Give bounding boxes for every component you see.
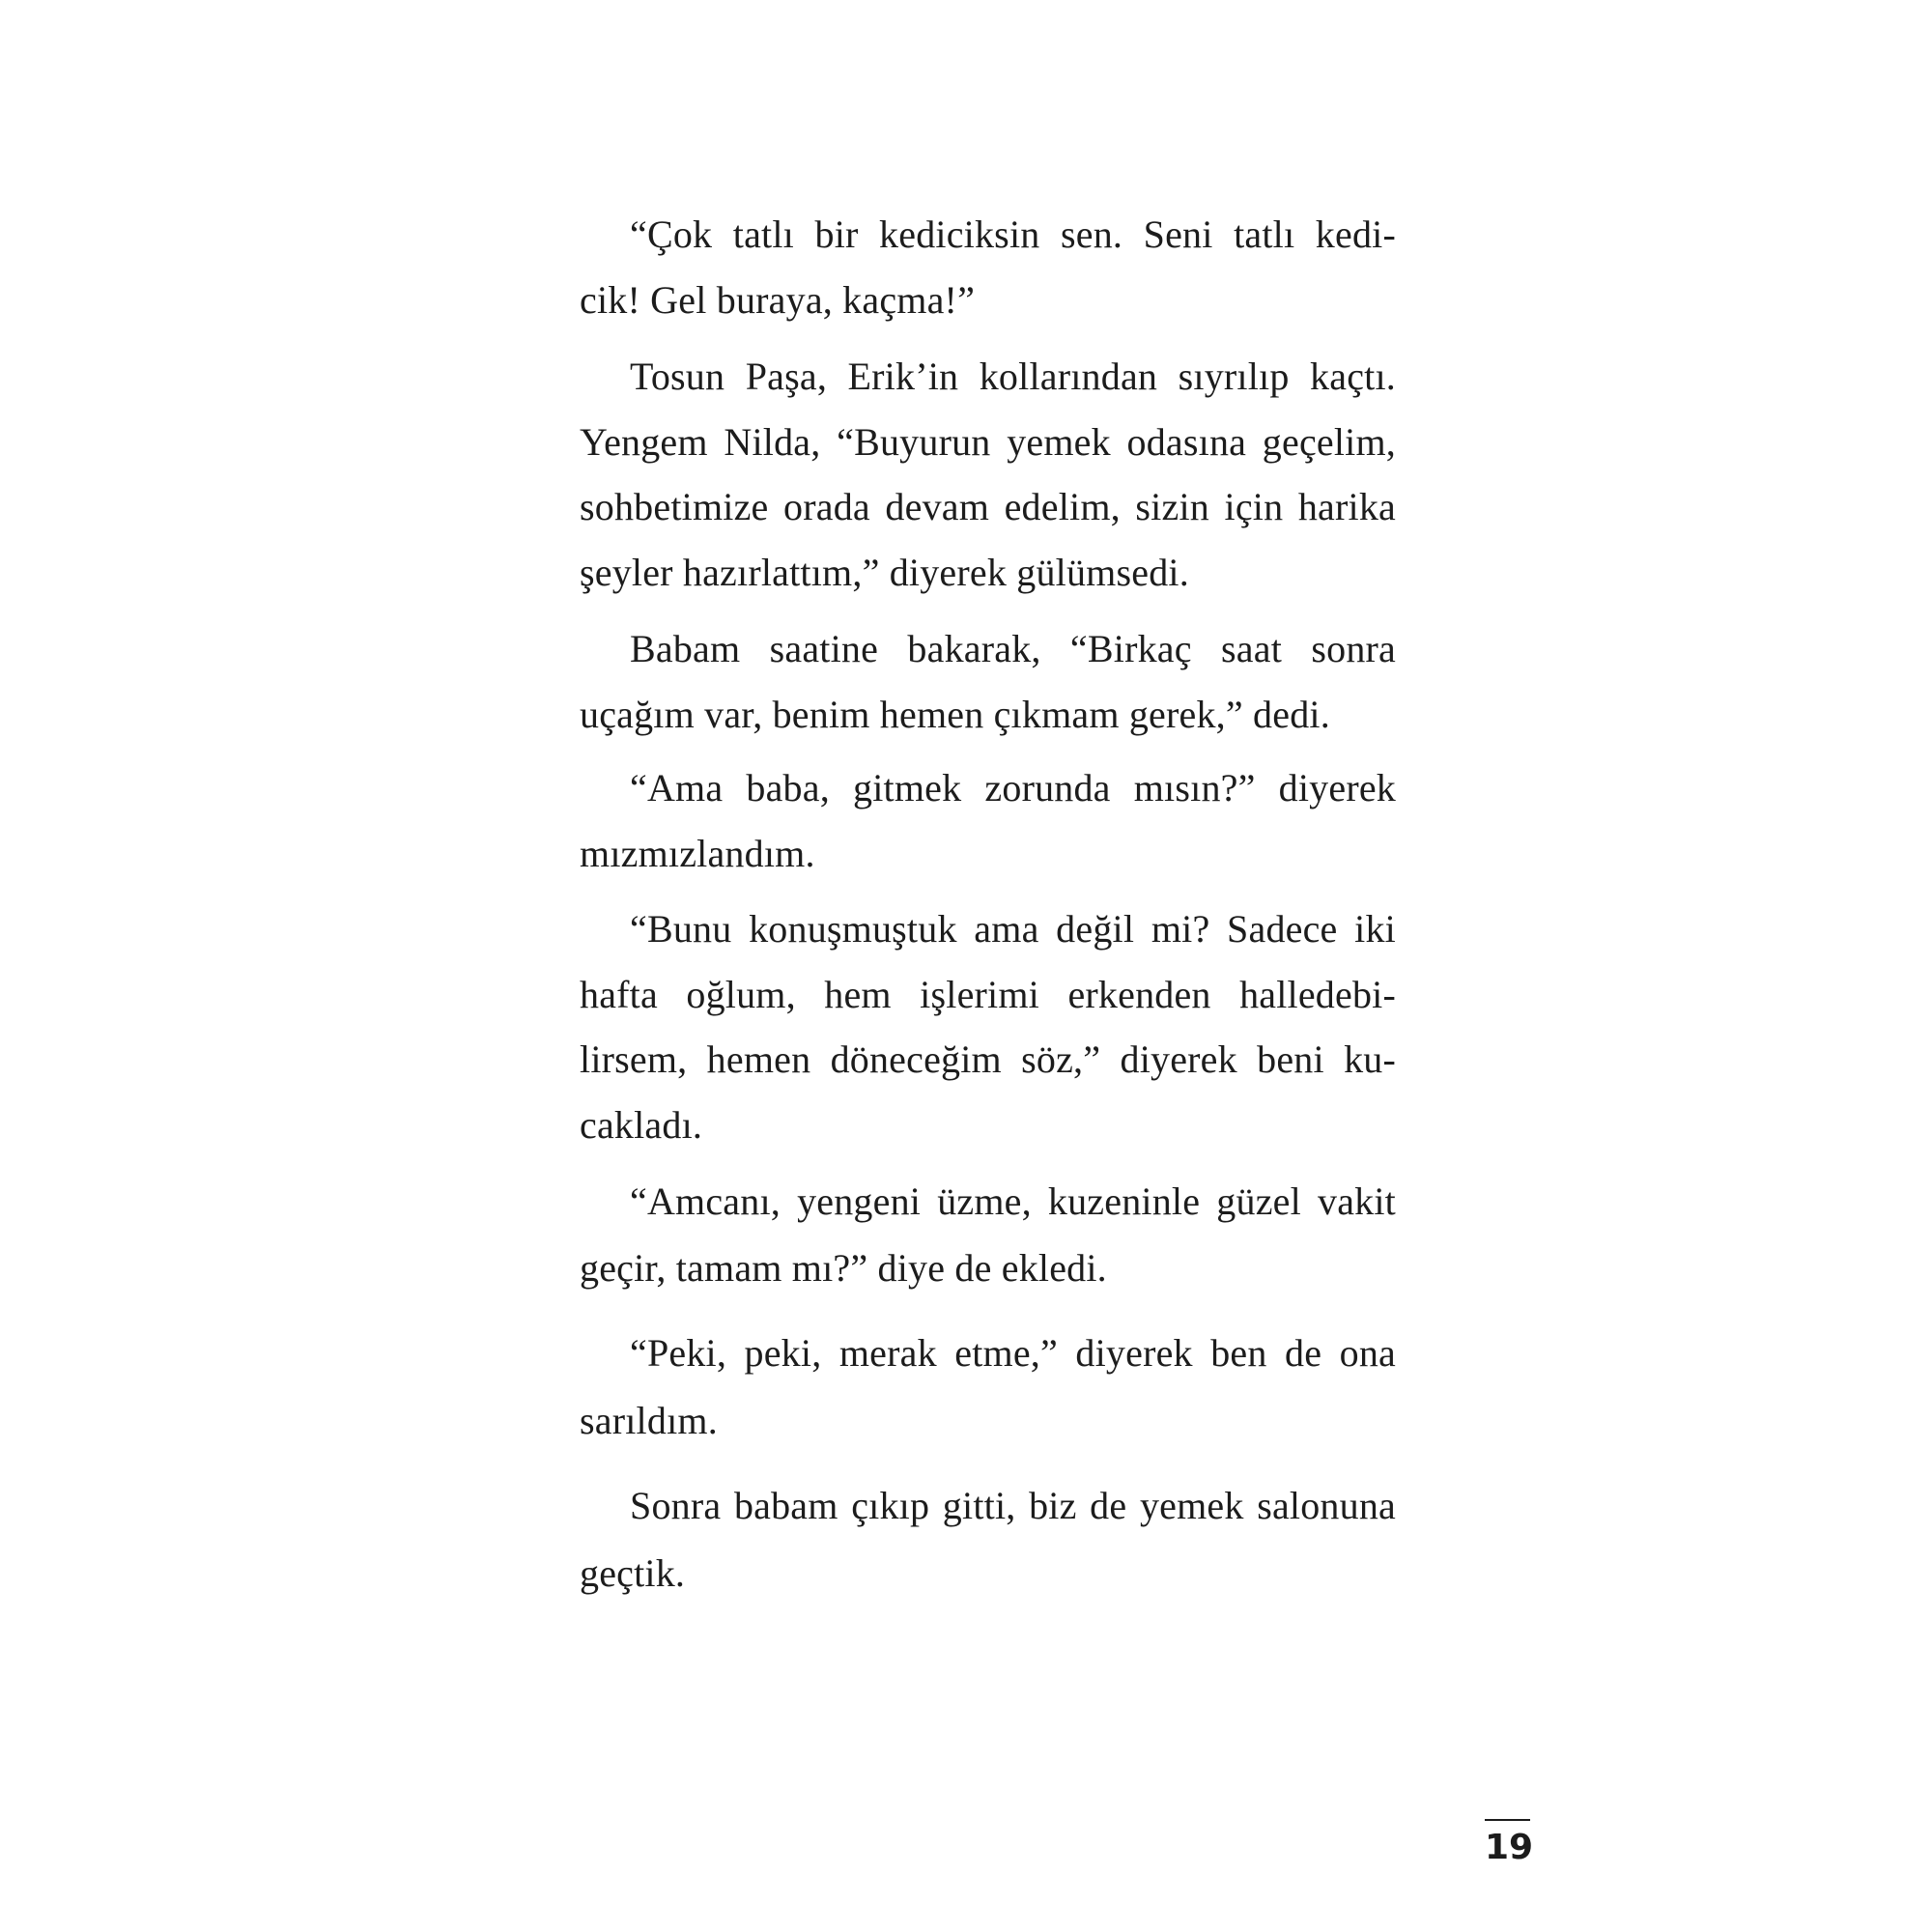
text-line: hafta oğlum, hem işlerimi erkenden halledebi- — [580, 973, 1396, 1016]
text-line: uçağım var, benim hemen çıkmam gerek,” dedi. — [580, 693, 1330, 736]
text-line: lirsem, hemen döneceğim söz,” diyerek beni ku- — [580, 1037, 1396, 1081]
text-line: sarıldım. — [580, 1399, 718, 1442]
text-line: Babam saatine bakarak, “Birkaç saat sonra — [630, 627, 1396, 670]
text-line: Tosun Paşa, Erik’in kollarından sıyrılıp kaçtı. — [630, 355, 1396, 398]
text-line: sohbetimize orada devam edelim, sizin için harika — [580, 485, 1396, 528]
text-line: “Çok tatlı bir kediciksin sen. Seni tatlı kedi- — [630, 213, 1396, 256]
text-line: geçtik. — [580, 1551, 686, 1595]
text-line: Sonra babam çıkıp gitti, biz de yemek salonuna — [630, 1484, 1396, 1527]
text-line: cakladı. — [580, 1103, 703, 1147]
text-line: mızmızlandım. — [580, 832, 815, 875]
text-line: “Ama baba, gitmek zorunda mısın?” diyerek — [630, 766, 1396, 810]
text-line: Yengem Nilda, “Buyurun yemek odasına geçelim, — [580, 420, 1396, 464]
text-line: cik! Gel buraya, kaçma!” — [580, 278, 976, 322]
page-number-rule — [1485, 1819, 1530, 1821]
text-line: “Amcanı, yengeni üzme, kuzeninle güzel vakit — [630, 1179, 1396, 1223]
text-line: “Peki, peki, merak etme,” diyerek ben de ona — [630, 1331, 1396, 1375]
page-number: 19 — [1485, 1828, 1534, 1867]
text-line: “Bunu konuşmuştuk ama değil mi? Sadece iki — [630, 907, 1396, 951]
text-line: geçir, tamam mı?” diye de ekledi. — [580, 1246, 1107, 1290]
text-line: şeyler hazırlattım,” diyerek gülümsedi. — [580, 551, 1189, 594]
